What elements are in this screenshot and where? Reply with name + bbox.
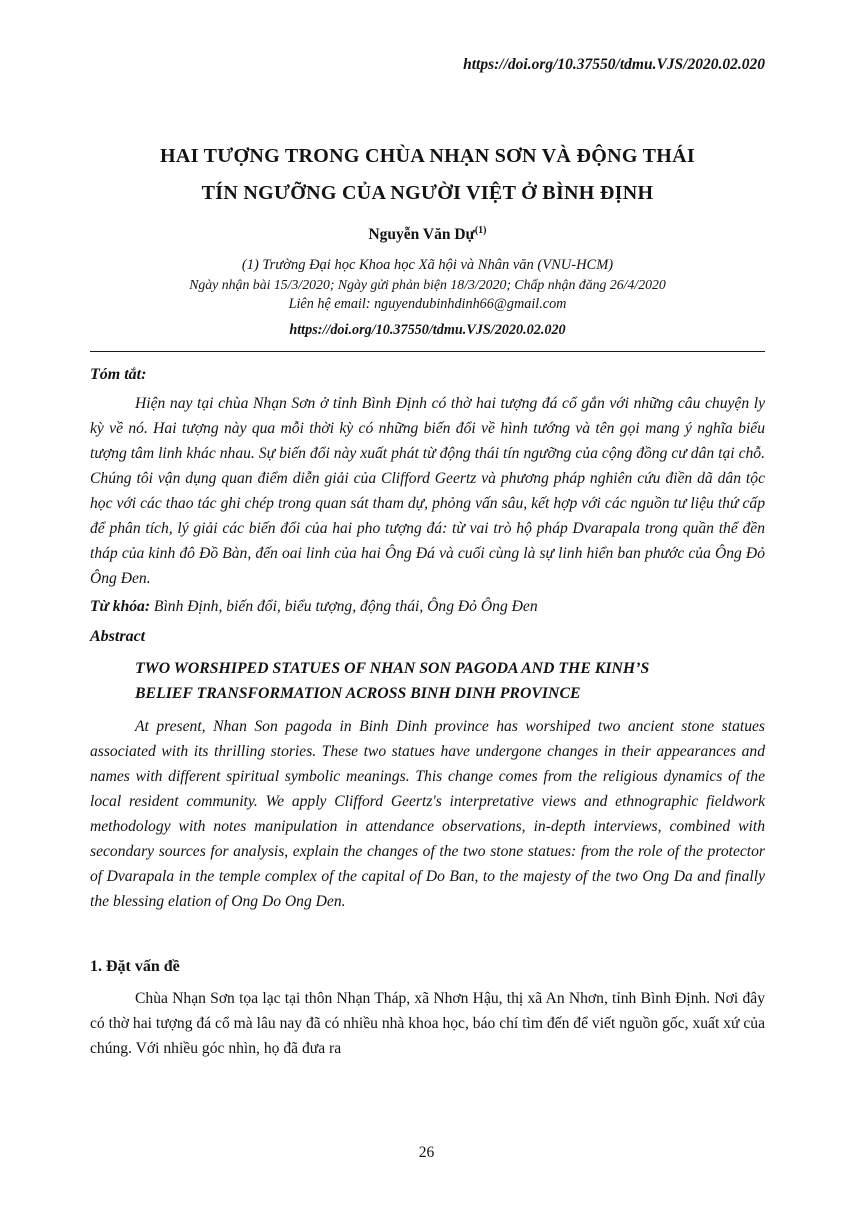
author-affiliation: (1) Trường Đại học Khoa học Xã hội và Nhân văn (VNU-HCM) [241,257,614,274]
abstract-en-title-line1: TWO WORSHIPED STATUES OF NHAN SON PAGODA AND THE KINH’S [135,660,650,678]
paper-title-line1: HAI TƯỢNG TRONG CHÙA NHẠN SƠN VÀ ĐỘNG THÁI [160,145,695,167]
abstract-en-title [90,656,765,706]
keywords-label: Từ khóa: [90,598,151,616]
contact-email-label: Liên hệ email: [288,296,371,313]
abstract-en-title-line2: BELIEF TRANSFORMATION ACROSS BINH DINH PROVINCE [135,685,581,703]
keywords-line [90,594,765,619]
header-divider [90,351,765,352]
submission-dates: Ngày nhận bài 15/3/2020; Ngày gửi phản biện 18/3/2020; Chấp nhận đăng 26/4/2020 [189,277,666,293]
abstract-en-label: Abstract [90,628,146,646]
contact-email-address: nguyendubinhdinh66@gmail.com [374,296,567,313]
abstract-vi-label: Tóm tắt: [90,366,147,384]
author-affiliation-marker: (1) [474,225,487,236]
author-name [90,225,765,244]
abstract-vi-text: Hiện nay tại chùa Nhạn Sơn ở tỉnh Bình Định có thờ hai tượng đá cổ gắn với những câu chuyện ly kỳ về nó. Hai tượng này qua mỗi thời kỳ có những biến đổi về hình tướng và tên gọi mang ý nghĩa biểu tượng tâm linh khác nhau. Sự biến đổi này xuất phát từ động thái tín ngưỡng của cộng đồng cư dân tại chỗ. Chúng tôi vận dụng quan điểm diễn giải của Clifford Geertz và phương pháp nghiên cứu điền dã dân tộc học với các thao tác ghi chép trong quan sát tham dự, phỏng vấn sâu, kết hợp với các nguồn tư liệu thứ cấp để phân tích, lý giải các biến đổi của hai pho tượng đá: từ vai trò hộ pháp Dvarapala trong quần thể đền tháp của kinh đô Đồ Bàn, đến oai linh của hai Ông Đá và cuối cùng là sự linh hiển ban phước của Ông Đỏ Ông Đen. [90,395,765,588]
author-name-text: Nguyễn Văn Dự [368,226,475,244]
section-1-heading: 1. Đặt vấn đề [90,958,180,976]
contact-email-line [90,296,765,313]
paper-title-line2: TÍN NGƯỠNG CỦA NGƯỜI VIỆT Ở BÌNH ĐỊNH [201,182,654,204]
page-number: 26 [418,1144,435,1161]
keywords-text: Bình Định, biến đổi, biểu tượng, động thái, Ông Đỏ Ông Đen [150,598,538,616]
paper-title [90,138,765,212]
doi-header: https://doi.org/10.37550/tdmu.VJS/2020.02.020 [463,56,765,73]
doi-citation: https://doi.org/10.37550/tdmu.VJS/2020.02.020 [289,322,566,339]
abstract-en-text: At present, Nhan Son pagoda in Binh Dinh province has worshiped two ancient stone statues associated with its thrilling stories. These two statues have undergone changes in their appearances and names with different spiritual symbolic meanings. This change comes from the religious dynamics of the local resident community. We apply Clifford Geertz's interpretative views and ethnographic fieldwork methodology with notes manipulation in attendance observations, in-depth interviews, combined with secondary sources for analysis, explain the changes of the two stone statues: from the role of the protector of Dvarapala in the temple complex of the capital of Do Ban, to the majesty of the two Ong Da and finally the blessing elation of Ong Do Ong Den. [90,718,765,911]
section-1-paragraph: Chùa Nhạn Sơn tọa lạc tại thôn Nhạn Tháp, xã Nhơn Hậu, thị xã An Nhơn, tỉnh Bình Định. Nơi đây có thờ hai tượng đá cổ mà lâu nay đã có nhiều nhà khoa học, báo chí tìm đến để viết nguồn gốc, xuất xứ của chúng. Với nhiều góc nhìn, họ đã đưa ra [90,990,765,1058]
